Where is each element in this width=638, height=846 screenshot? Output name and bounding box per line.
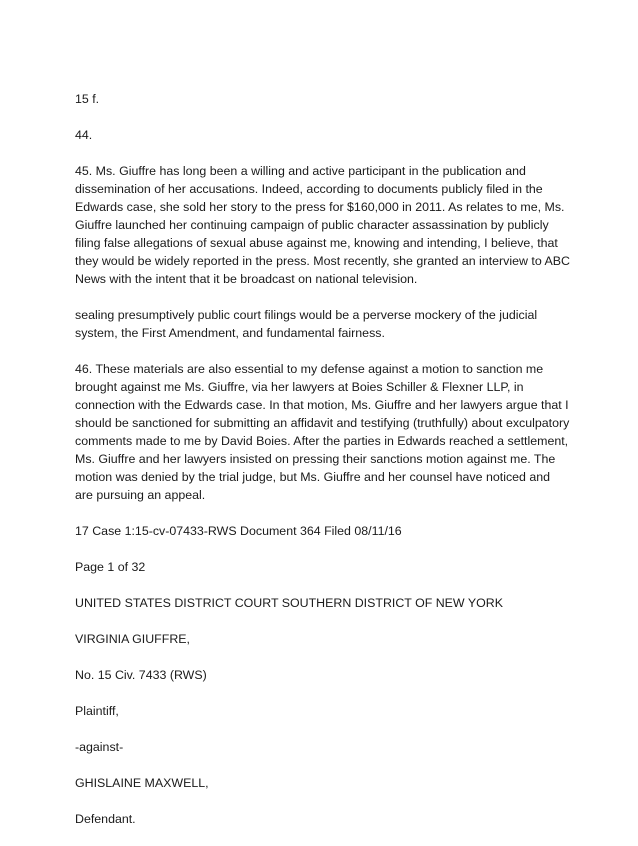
paragraph-46: 46. These materials are also essential to my defense against a motion to sanction me brought against me Ms. Giuffre, via her lawyers at Boies Schiller & Flexner LLP, in connection with the Edwards case. In that motion, Ms. Giuffre and her lawyers argue that I should be sanctioned for submitting an affidavit and testifying (truthfully) about exculpatory comments made to me by David Boies. After the parties in Edwards reached a settlement, Ms. Giuffre and her lawyers insisted on pressing their sanctions motion against me. The motion was denied by the trial judge, but Ms. Giuffre and her counsel have noticed and are pursuing an appeal. bbox=[75, 362, 570, 502]
case-number: No. 15 Civ. 7433 (RWS) bbox=[75, 668, 207, 682]
defendant-name: GHISLAINE MAXWELL, bbox=[75, 776, 209, 790]
defendant-label: Defendant. bbox=[75, 812, 136, 826]
page-number: Page 1 of 32 bbox=[75, 560, 146, 574]
plaintiff-label: Plaintiff, bbox=[75, 704, 119, 718]
paragraph-sealing: sealing presumptively public court filings would be a perverse mockery of the judicial system, the First Amendment, and fundamental fairness. bbox=[75, 308, 538, 340]
case-header: 17 Case 1:15-cv-07433-RWS Document 364 Filed 08/11/16 bbox=[75, 524, 402, 538]
court-name: UNITED STATES DISTRICT COURT SOUTHERN DISTRICT OF NEW YORK bbox=[75, 596, 503, 610]
paragraph-45: 45. Ms. Giuffre has long been a willing and active participant in the publication and dissemination of her accusations. Indeed, according to documents publicly filed in the Edwards case, she sold her story to the press for $160,000 in 2011. As relates to me, Ms. Giuffre launched her continuing campaign of public character assassination by publicly filing false allegations of sexual abuse against me, knowing and intending, I believe, that they would be widely reported in the press. Most recently, she granted an interview to ABC News with the intent that it be broadcast on national television. bbox=[75, 164, 570, 286]
plaintiff-name: VIRGINIA GIUFFRE, bbox=[75, 632, 190, 646]
document-page bbox=[75, 90, 570, 846]
paragraph-footnote-marker: 15 f. bbox=[75, 92, 100, 106]
against-label: -against- bbox=[75, 740, 124, 754]
paragraph-44: 44. bbox=[75, 128, 93, 142]
